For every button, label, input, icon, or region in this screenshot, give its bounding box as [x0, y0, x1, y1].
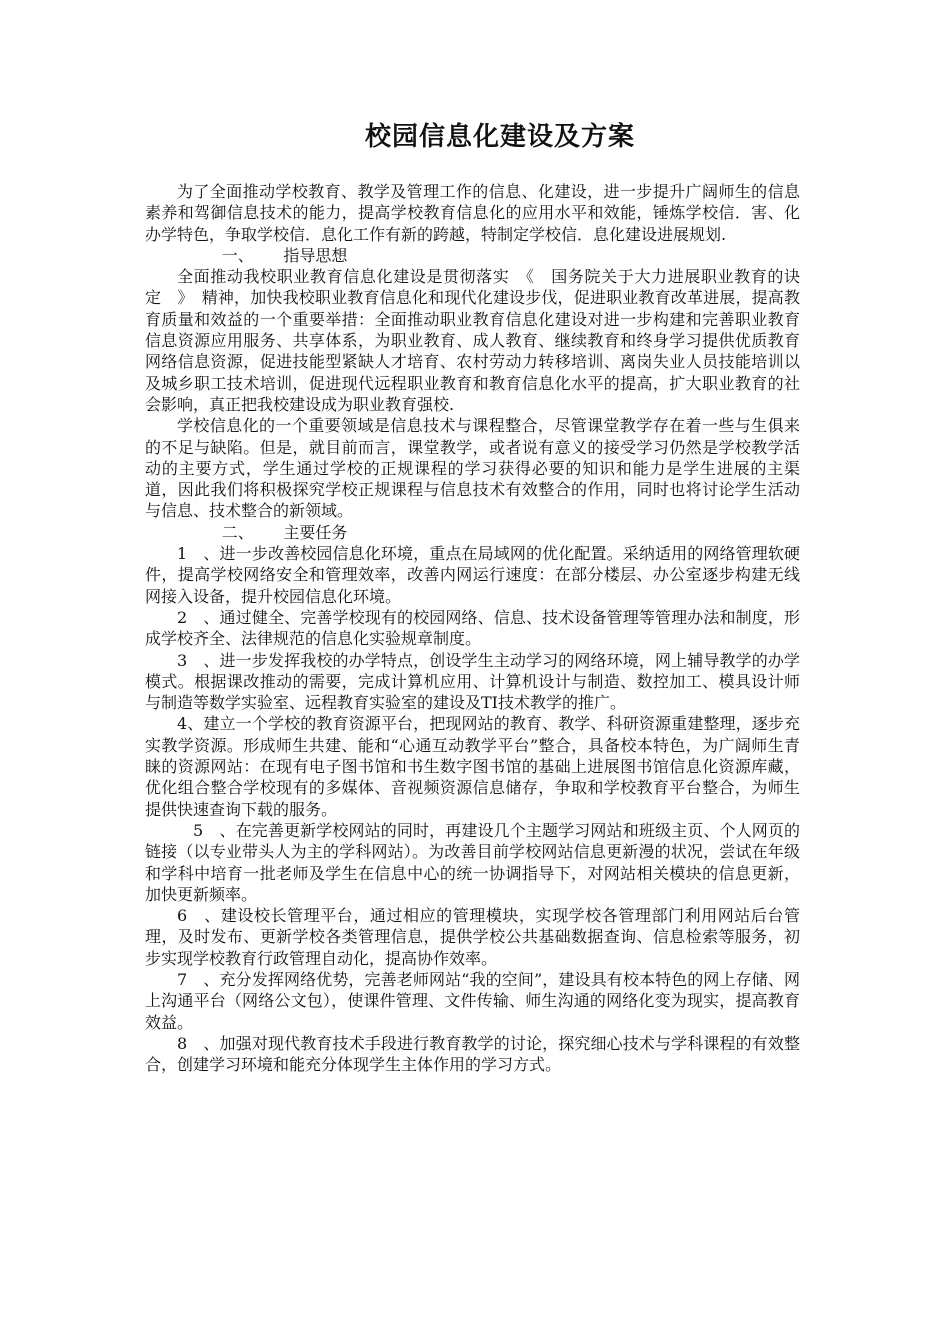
task-item: 6 、建设校长管理平台，通过相应的管理模块，实现学校各管理部门利用网站后台管理，及时发布、更新学校各类管理信息，提供学校公共基础数据查询、信息检索等服务，初步实现学校教育行政管理自动化，提高协作效率。 — [145, 906, 800, 968]
document-title: 校园信息化建设及方案 — [364, 122, 635, 152]
intro-paragraph: 为了全面推动学校教育、教学及管理工作的信息、化建设，进一步提升广阔师生的信息素养和驾御信息技术的能力，提高学校教育信息化的应用水平和效能，锤炼学校信．害、化办学特色，争取学校信．息化工作有新的跨越，特制定学校信．息化建设进展规划. — [145, 182, 800, 244]
task-item: 5 、在完善更新学校网站的同时，再建设几个主题学习网站和班级主页、个人网页的链接（以专业带头人为主的学科网站）。为改善目前学校网站信息更新漫的状况，尝试在年级和学科中培育一批老师及学生在信息中心的统一协调指导下，对网站相关模块的信息更新，加快更新频率。 — [145, 820, 800, 904]
task-item: 7 、充分发挥网络优势，完善老师网站“我的空间”，建设具有校本特色的网上存储、网上沟通平台（网络公文包），使课件管理、文件传输、师生沟通的网络化变为现实，提高教育效益。 — [145, 969, 800, 1032]
section-heading-1 — [145, 245, 800, 266]
section-title: 指导思想 — [283, 245, 348, 265]
body-paragraph: 全面推动我校职业教育信息化建设是贯彻落实 《 国务院关于大力进展职业教育的诀定 》 精神，加快我校职业教育信息化和现代化建设步伐，促进职业教育改革进展，提高教育质量和效益的一个重要举措：全面推动职业教育信息化建设对进一步构建和完善职业教育信息资源应用服务、共享体系，为职业教育、成人教育、继续教育和终身学习提供优质教育网络信息资源，促进技能型紧缺人才培育、农村劳动力转移培训、离岗失业人员技能培训以及城乡职工技术培训，促进现代远程职业教育和教育信息化水平的提高，扩大职业教育的社会影响，真正把我校建设成为职业教育强校. — [145, 267, 800, 414]
task-item: 3 、进一步发挥我校的办学特点，创设学生主动学习的网络环境，网上辅导教学的办学模式。根据课改推动的需要，完成计算机应用、计算机设计与制造、数控加工、模具设计师与制造等数学实验室、远程教育实验室的建设及TI技术教学的推广。 — [145, 650, 800, 713]
task-item: 8 、加强对现代教育技术手段进行教育教学的讨论，探究细心技术与学科课程的有效整合，创建学习环境和能充分体现学生主体作用的学习方式。 — [145, 1033, 800, 1075]
document-body — [145, 181, 800, 1075]
section-title: 主要任务 — [283, 522, 348, 542]
task-item: 1 、进一步改善校园信息化环境，重点在局域网的优化配置。采纳适用的网络管理软硬件，提高学校网络安全和管理效率，改善内网运行速度：在部分楼层、办公室逐步构建无线网接入设备，提升校园信息化环境。 — [145, 544, 800, 606]
section-number: 二、 — [221, 522, 254, 542]
task-item: 4、建立一个学校的教育资源平台，把现网站的教育、教学、科研资源重建整理，逐步充实教学资源。形成师生共建、能和“心通互动教学平台”整合，具备校本特色，为广阔师生青睐的资源网站：在现有电子图书馆和书生数字图书馆的基础上进展图书馆信息化资源库藏，优化组合整合学校现有的多媒体、音视频资源信息储存，争取和学校教育平台整合，为师生提供快速查询下载的服务。 — [145, 714, 800, 819]
section-number: 一、 — [221, 245, 254, 265]
task-item: 2 、通过健全、完善学校现有的校园网络、信息、技术设备管理等管理办法和制度，形成学校齐全、法律规范的信息化实验规章制度。 — [145, 607, 800, 649]
body-paragraph: 学校信息化的一个重要领域是信息技术与课程整合，尽管课堂教学存在着一些与生俱来的不足与缺陷。但是，就目前而言，课堂教学，或者说有意义的接受学习仍然是学校教学活动的主要方式，学生通过学校的正规课程的学习获得必要的知识和能力是学生进展的主渠道，因此我们将积极探究学校正规课程与信息技术有效整合的作用，同时也将讨论学生活动与信息、技术整合的新领域。 — [145, 416, 800, 521]
section-heading-2 — [145, 522, 800, 543]
